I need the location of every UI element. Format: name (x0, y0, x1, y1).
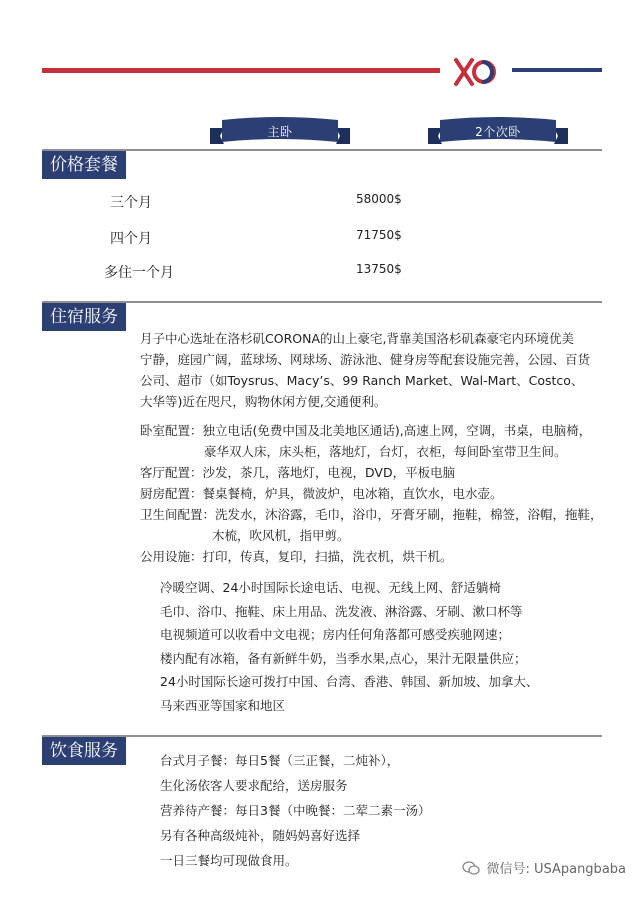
amenity-line: 电视频道可以收看中文电视；房内任何角落都可感受疾驰网速； (160, 627, 511, 642)
dining-list (160, 748, 600, 873)
dining-line: 生化汤依客人要求配给，送房服务 (160, 778, 348, 793)
lodging-intro (140, 328, 600, 412)
dining-line: 营养待产餐：每日3餐（中晚餐：二荤二素一汤） (160, 803, 431, 818)
section-divider (42, 735, 602, 737)
price-row (0, 262, 640, 286)
ribbon-master-bedroom (210, 116, 350, 150)
room-config-line: 卧室配置：独立电话(免费中国及北美地区通话),高速上网，空调，书桌，电脑椅， (140, 423, 592, 438)
room-config-line: 卫生间配置：洗发水，沐浴露，毛巾，浴巾，牙膏牙刷，拖鞋，棉签，浴帽，拖鞋， (140, 507, 603, 522)
wechat-watermark (462, 858, 626, 877)
section-title-lodging: 住宿服务 (42, 303, 126, 331)
room-config-line: 豪华双人床，床头柜，落地灯，台灯，衣柜，每间卧室带卫生间。 (204, 444, 567, 459)
section-title-dining: 饮食服务 (42, 737, 126, 765)
amenities-list (160, 576, 600, 717)
ribbon-label: 2个次卧 (475, 125, 521, 139)
intro-line: 大华等)近在咫尺，购物休闲方便,交通便利。 (140, 394, 387, 409)
amenity-line: 毛巾、浴巾、拖鞋、床上用品、洗发液、淋浴露、牙刷、漱口杯等 (160, 603, 523, 619)
room-config-line: 厨房配置：餐桌餐椅，炉具，微波炉，电冰箱，直饮水，电水壶。 (140, 486, 503, 501)
section-divider (42, 149, 602, 151)
top-navy-line (512, 68, 602, 72)
amenity-line: 马来西亚等国家和地区 (160, 697, 286, 713)
intro-line: 公司、超市（如Toysrus、Macy’s、99 Ranch Market、Wal-Mart、Costco、 (140, 373, 584, 388)
room-config-line: 客厅配置：沙发，茶几，落地灯，电视，DVD，平板电脑 (140, 465, 456, 480)
amenity-line: 冷暖空调、24小时国际长途电话、电视、无线上网、舒适躺椅 (160, 580, 501, 595)
price-row (0, 192, 640, 216)
intro-line: 月子中心选址在洛杉矶CORONA的山上豪宅,背靠美国洛杉矶森豪宅内环境优美 (140, 331, 574, 346)
ribbon-label: 主卧 (267, 125, 293, 139)
room-config-line: 木梳，吹风机，指甲剪。 (212, 528, 350, 543)
price-row (0, 228, 640, 252)
ribbon-secondary-bedrooms (428, 116, 568, 150)
price-name: 多住一个月 (104, 265, 174, 281)
section-title-pricing: 价格套餐 (42, 151, 126, 179)
top-red-line (42, 68, 440, 73)
dining-line: 另有各种高级炖补，随妈妈喜好选择 (160, 828, 361, 843)
price-name: 四个月 (110, 231, 152, 247)
watermark-text: 微信号: USApangbaba (486, 862, 626, 877)
section-divider (42, 301, 602, 303)
dining-line: 一日三餐均可现做食用。 (160, 853, 298, 868)
price-name: 三个月 (110, 195, 152, 211)
intro-line: 宁静，庭园广阔，蓝球场、网球场、游泳池、健身房等配套设施完善，公园、百货 (140, 352, 591, 367)
room-config-line: 公用设施：打印，传真，复印，扫描，洗衣机，烘干机。 (140, 549, 453, 564)
brand-logo-icon (452, 56, 500, 88)
amenity-line: 楼内配有冰箱，备有新鲜牛奶，当季水果,点心，果汁无限量供应； (160, 650, 527, 666)
price-value: 71750$ (356, 228, 402, 242)
room-config-list (140, 420, 603, 567)
price-value: 13750$ (356, 262, 402, 276)
wechat-icon (462, 860, 480, 876)
price-value: 58000$ (356, 192, 402, 206)
amenity-line: 24小时国际长途可拨打中国、台湾、香港、韩国、新加坡、加拿大、 (160, 674, 539, 689)
dining-line: 台式月子餐：每日5餐（三正餐，二炖补）， (160, 753, 400, 768)
